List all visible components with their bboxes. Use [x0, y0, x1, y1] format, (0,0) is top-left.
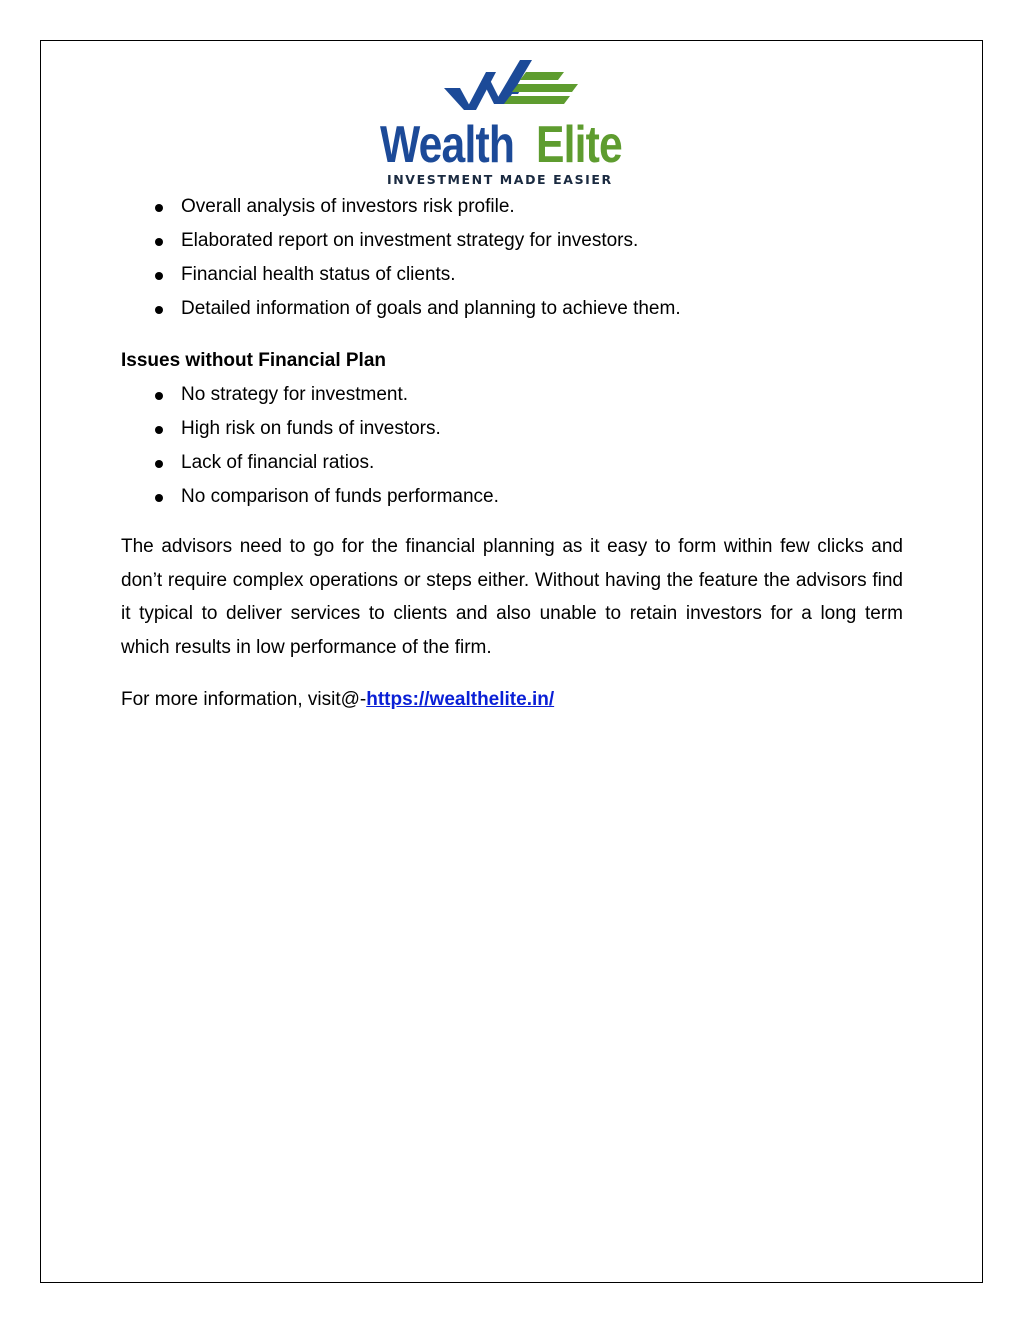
bullet-icon — [155, 494, 163, 502]
body-paragraph: The advisors need to go for the financial planning as it easy to form within few clicks and don’t require complex operations or steps either. Without having the feature the advisors find it typical to deliver services to clients and also unable to retain investors for a long term which results in low performance of the firm. — [121, 536, 903, 658]
list-item-text: Financial health status of clients. — [181, 264, 456, 285]
bullet-icon — [155, 392, 163, 400]
list-item — [121, 258, 903, 292]
list-item — [121, 190, 903, 224]
more-info-prefix: For more information, visit@- — [121, 689, 367, 710]
bullet-icon — [155, 426, 163, 434]
list-item-text: Detailed information of goals and planning to achieve them. — [181, 298, 681, 319]
list-item-text: High risk on funds of investors. — [181, 418, 441, 439]
list-item — [121, 480, 903, 514]
logo-wordmark-wealth: Wealth — [380, 116, 515, 174]
list-item-text: Overall analysis of investors risk profile. — [181, 196, 515, 217]
document-body — [121, 190, 903, 716]
list-item-text: No strategy for investment. — [181, 384, 409, 405]
logo-wordmark-elite: Elite — [536, 116, 622, 174]
list-item — [121, 412, 903, 446]
logo-tagline: INVESTMENT MADE EASIER — [387, 172, 613, 187]
list-item — [121, 224, 903, 258]
wealth-elite-logo — [380, 58, 642, 188]
issues-list — [121, 378, 903, 514]
list-item-text: Lack of financial ratios. — [181, 452, 375, 473]
bullet-icon — [155, 460, 163, 468]
bullet-icon — [155, 306, 163, 314]
list-item-text: No comparison of funds performance. — [181, 486, 499, 507]
bullet-icon — [155, 272, 163, 280]
website-link[interactable]: https://wealthelite.in/ — [366, 689, 555, 710]
list-item — [121, 292, 903, 326]
list-item-text: Elaborated report on investment strategy for investors. — [181, 230, 639, 251]
bullet-icon — [155, 204, 163, 212]
logo-chart-icon — [442, 58, 582, 116]
more-info-line — [121, 683, 903, 716]
benefits-list — [121, 190, 903, 326]
bullet-icon — [155, 238, 163, 246]
list-item — [121, 446, 903, 480]
issues-heading: Issues without Financial Plan — [121, 350, 386, 371]
list-item — [121, 378, 903, 412]
